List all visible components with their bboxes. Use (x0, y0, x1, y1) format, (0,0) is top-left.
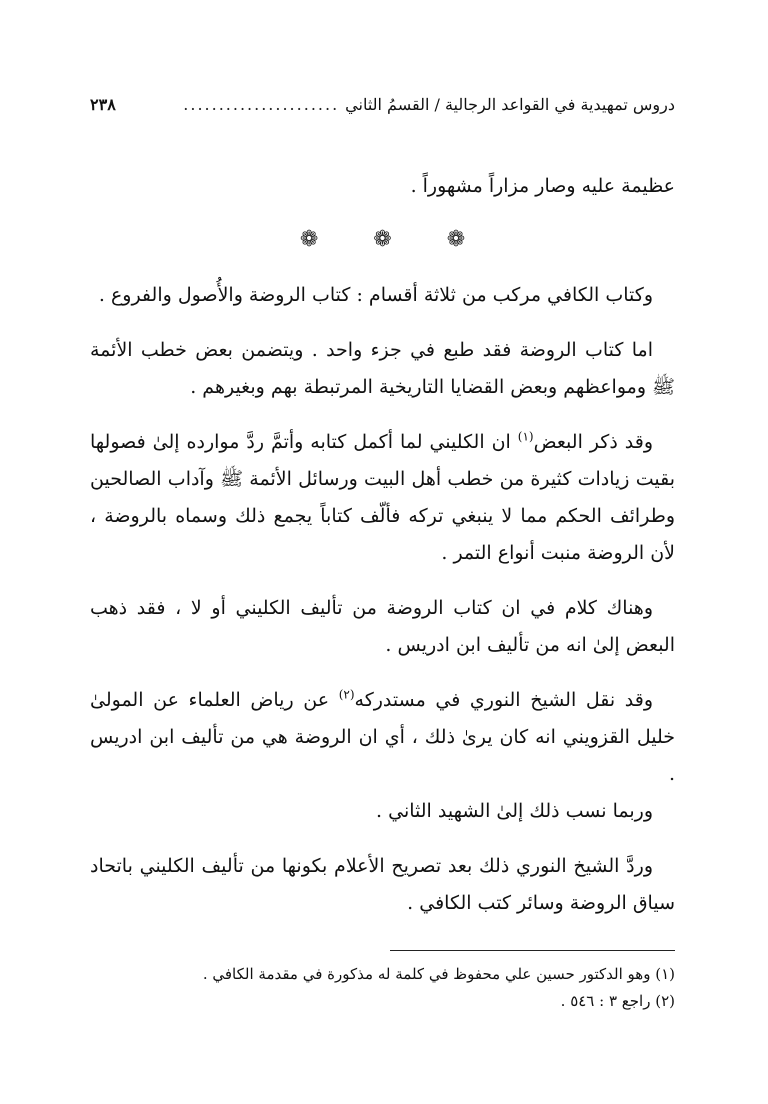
flower-ornament-icon: ❁ (373, 227, 392, 252)
section-divider (90, 225, 675, 255)
running-header (90, 92, 675, 122)
paragraph-rawda-origin (90, 424, 675, 572)
page-number: ٢٣٨ (90, 95, 116, 114)
paragraph-text: وقد نقل الشيخ النوري في مستدركه (354, 689, 654, 711)
footnote-ref-2[interactable]: (٢) (338, 687, 355, 702)
paragraph-authorship-debate: وهناك كلام في ان كتاب الروضة من تأليف الكليني أو لا ، فقد ذهب البعض إلىٰ انه من تأليف ابن ادريس . (90, 597, 675, 656)
paragraph-nuri-rebuttal: وردَّ الشيخ النوري ذلك بعد تصريح الأعلام بكونها من تأليف الكليني باتحاد سياق الروضة وسائر كتب الكافي . (90, 855, 675, 914)
flower-ornament-icon: ❁ (446, 227, 466, 252)
paragraph-text: عن رياض العلماء عن المولىٰ خليل القزويني انه كان يرىٰ ذلك ، أي ان الروضة هي من تأليف ابن ادريس . (90, 689, 675, 785)
paragraph-text: ان الكليني لما أكمل كتابه وأتمَّ ردَّ موارده إلىٰ فصولها بقيت زيادات كثيرة من خطب أهل البيت ورسائل الأئمة ﷺ وآداب الصالحين وطرائف الحكم مما لا ينبغي تركه فألّف كتاباً يجمع ذلك وسماه بالروضة ، لأن الروضة منبت أنواع التمر . (90, 431, 675, 564)
footnote-ref-1[interactable]: (١) (517, 429, 534, 444)
header-leader-dots: ...................... (183, 95, 340, 114)
paragraph-shahid-attribution: وربما نسب ذلك إلىٰ الشهيد الثاني . (376, 800, 653, 822)
book-page (90, 92, 675, 1015)
flower-ornament-icon: ❁ (299, 227, 319, 252)
paragraph-continuation: عظيمة عليه وصار مزاراً مشهوراً . (410, 175, 675, 197)
footnote-2: (٢) راجع ٣ : ٥٤٦ . (560, 992, 675, 1010)
paragraph-text: وقد ذكر البعض (533, 431, 653, 453)
footnote-divider (390, 950, 675, 951)
paragraph-rawda-book: اما كتاب الروضة فقد طبع في جزء واحد . ويتضمن بعض خطب الأئمة ﷺ ومواعظهم وبعض القضايا التاريخية المرتبطة بهم وبغيرهم . (90, 339, 675, 398)
footnote-1: (١) وهو الدكتور حسين علي محفوظ في كلمة له مذكورة في مقدمة الكافي . (202, 965, 675, 983)
footnotes (90, 961, 675, 1015)
header-title: دروس تمهيدية في القواعد الرجالية / القسمُ الثاني (345, 95, 675, 114)
paragraph-kafi-sections: وكتاب الكافي مركب من ثلاثة أقسام : كتاب الروضة والأُصول والفروع . (98, 284, 653, 306)
paragraph-nuri-citation (90, 682, 675, 793)
